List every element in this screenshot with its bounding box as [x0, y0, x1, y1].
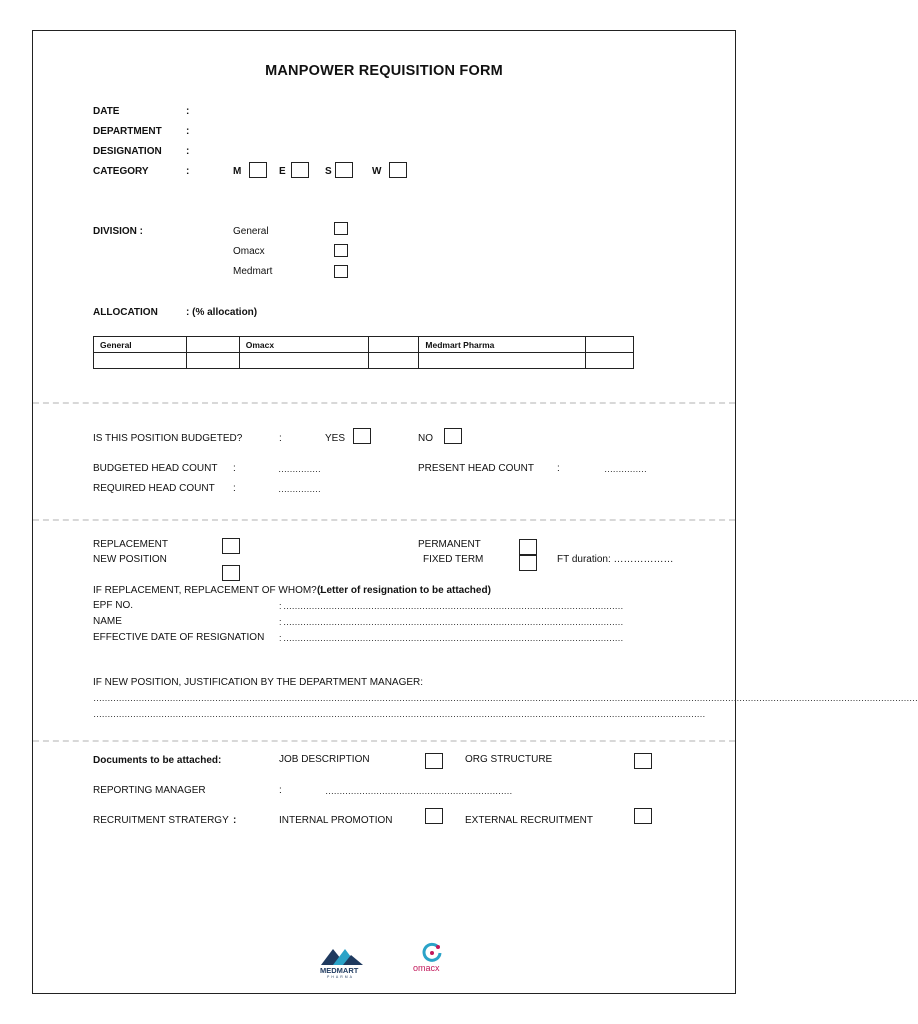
new-position-checkbox[interactable] — [222, 565, 240, 581]
category-label: CATEGORY — [93, 166, 149, 177]
allocation-table — [93, 336, 634, 369]
form-page — [32, 30, 918, 994]
section-divider — [33, 519, 735, 521]
omacx-logo-name: omacx — [413, 963, 440, 973]
required-head-count-label: REQUIRED HEAD COUNT — [93, 483, 215, 494]
division-medmart-checkbox[interactable] — [334, 265, 348, 278]
epf-label: EPF NO. — [93, 600, 134, 611]
budgeted-no-checkbox[interactable] — [444, 428, 462, 444]
allocation-general-value[interactable] — [186, 353, 239, 369]
replacement-label: REPLACEMENT — [93, 539, 169, 550]
fixed-term-checkbox[interactable] — [519, 555, 537, 571]
division-medmart-label: Medmart — [233, 266, 273, 277]
designation-label: DESIGNATION — [93, 146, 162, 157]
ft-duration-field[interactable]: FT duration: ……………… — [557, 554, 674, 565]
category-m-checkbox[interactable] — [249, 162, 267, 178]
present-head-count-colon: : — [557, 463, 560, 474]
allocation-header-omacx: Omacx — [239, 337, 368, 353]
budgeted-head-count-label: BUDGETED HEAD COUNT — [93, 463, 218, 474]
budgeted-head-count-colon: : — [233, 463, 236, 474]
name-label: NAME — [93, 616, 122, 627]
medmart-mountain-icon — [319, 945, 365, 967]
medmart-logo-name: MEDMART — [320, 966, 359, 975]
permanent-checkbox[interactable] — [519, 539, 537, 555]
omacx-ring-icon — [421, 942, 443, 964]
epf-field[interactable]: : ………………………………………………………………………………………………………… — [279, 601, 624, 611]
allocation-medmart-cell[interactable] — [419, 353, 586, 369]
division-omacx-label: Omacx — [233, 246, 265, 257]
if-new-position-label: IF NEW POSITION, JUSTIFICATION BY THE DEPARTMENT MANAGER: — [93, 677, 424, 688]
effective-date-field[interactable]: : ………………………………………………………………………………………………………… — [279, 633, 624, 643]
present-head-count-label: PRESENT HEAD COUNT — [418, 463, 534, 474]
allocation-header-blank-3 — [586, 337, 634, 353]
budgeted-colon: : — [279, 433, 282, 444]
category-w-checkbox[interactable] — [389, 162, 407, 178]
category-m-label: M — [233, 166, 242, 177]
yes-label: YES — [325, 433, 346, 444]
category-e-checkbox[interactable] — [291, 162, 309, 178]
internal-promotion-label: INTERNAL PROMOTION — [279, 815, 393, 826]
required-head-count-field[interactable]: …………… — [278, 484, 321, 494]
name-field[interactable]: : ………………………………………………………………………………………………………… — [279, 617, 624, 627]
documents-label: Documents to be attached: — [93, 755, 222, 766]
external-recruitment-checkbox[interactable] — [634, 808, 652, 824]
reporting-manager-label: REPORTING MANAGER — [93, 785, 206, 796]
allocation-omacx-value[interactable] — [368, 353, 419, 369]
allocation-header-blank-2 — [368, 337, 419, 353]
medmart-logo-sub: PHARMA — [327, 975, 354, 979]
section-divider — [33, 740, 735, 742]
allocation-omacx-cell[interactable] — [239, 353, 368, 369]
recruitment-strategy-colon: : — [233, 815, 237, 826]
budgeted-question: IS THIS POSITION BUDGETED? — [93, 433, 243, 444]
allocation-header-blank-1 — [186, 337, 239, 353]
allocation-value-row — [94, 353, 634, 369]
form-title: MANPOWER REQUISITION FORM — [265, 63, 503, 79]
reporting-manager-field[interactable]: ………………………………………………………… — [325, 786, 512, 796]
omacx-logo — [413, 942, 453, 982]
internal-promotion-checkbox[interactable] — [425, 808, 443, 824]
date-colon: : — [186, 106, 190, 117]
replacement-checkbox[interactable] — [222, 538, 240, 554]
org-structure-label: ORG STRUCTURE — [465, 754, 553, 765]
allocation-general-cell[interactable] — [94, 353, 187, 369]
justification-line-2[interactable]: ……………………………………………………………………………………………………………………………………………………………………………………………… — [93, 709, 705, 719]
required-head-count-colon: : — [233, 483, 236, 494]
allocation-header-row — [94, 337, 634, 353]
section-divider — [33, 402, 735, 404]
fixed-term-label: FIXED TERM — [423, 554, 484, 565]
designation-colon: : — [186, 146, 190, 157]
allocation-label: ALLOCATION — [93, 307, 158, 318]
division-general-checkbox[interactable] — [334, 222, 348, 235]
category-s-label: S — [325, 166, 332, 177]
allocation-header-general: General — [94, 337, 187, 353]
new-position-label: NEW POSITION — [93, 554, 167, 565]
reporting-manager-colon: : — [279, 785, 282, 796]
org-structure-checkbox[interactable] — [634, 753, 652, 769]
medmart-logo — [319, 945, 365, 983]
allocation-header-medmart: Medmart Pharma — [419, 337, 586, 353]
department-colon: : — [186, 126, 190, 137]
division-label: DIVISION : — [93, 226, 144, 237]
allocation-medmart-value[interactable] — [586, 353, 634, 369]
permanent-label: PERMANENT — [418, 539, 481, 550]
allocation-hint: : (% allocation) — [186, 307, 258, 318]
job-description-checkbox[interactable] — [425, 753, 443, 769]
present-head-count-field[interactable]: …………… — [604, 464, 647, 474]
justification-line-1[interactable]: ………………………………………………………………………………………………………………………………………………………………………………………………………………………………………………………………… — [93, 693, 918, 703]
if-replacement-label: IF REPLACEMENT, REPLACEMENT OF WHOM? : — [93, 585, 323, 596]
recruitment-strategy-label: RECRUITMENT STRATERGY — [93, 815, 229, 826]
job-description-label: JOB DESCRIPTION — [279, 754, 370, 765]
category-colon: : — [186, 166, 190, 177]
category-e-label: E — [279, 166, 286, 177]
category-s-checkbox[interactable] — [335, 162, 353, 178]
date-label: DATE — [93, 106, 120, 117]
category-w-label: W — [372, 166, 382, 177]
division-omacx-checkbox[interactable] — [334, 244, 348, 257]
department-label: DEPARTMENT — [93, 126, 162, 137]
effective-date-label: EFFECTIVE DATE OF RESIGNATION — [93, 632, 265, 643]
budgeted-head-count-field[interactable]: …………… — [278, 464, 321, 474]
no-label: NO — [418, 433, 433, 444]
if-replacement-note: (Letter of resignation to be attached) — [317, 585, 491, 596]
division-general-label: General — [233, 226, 269, 237]
external-recruitment-label: EXTERNAL RECRUITMENT — [465, 815, 593, 826]
budgeted-yes-checkbox[interactable] — [353, 428, 371, 444]
